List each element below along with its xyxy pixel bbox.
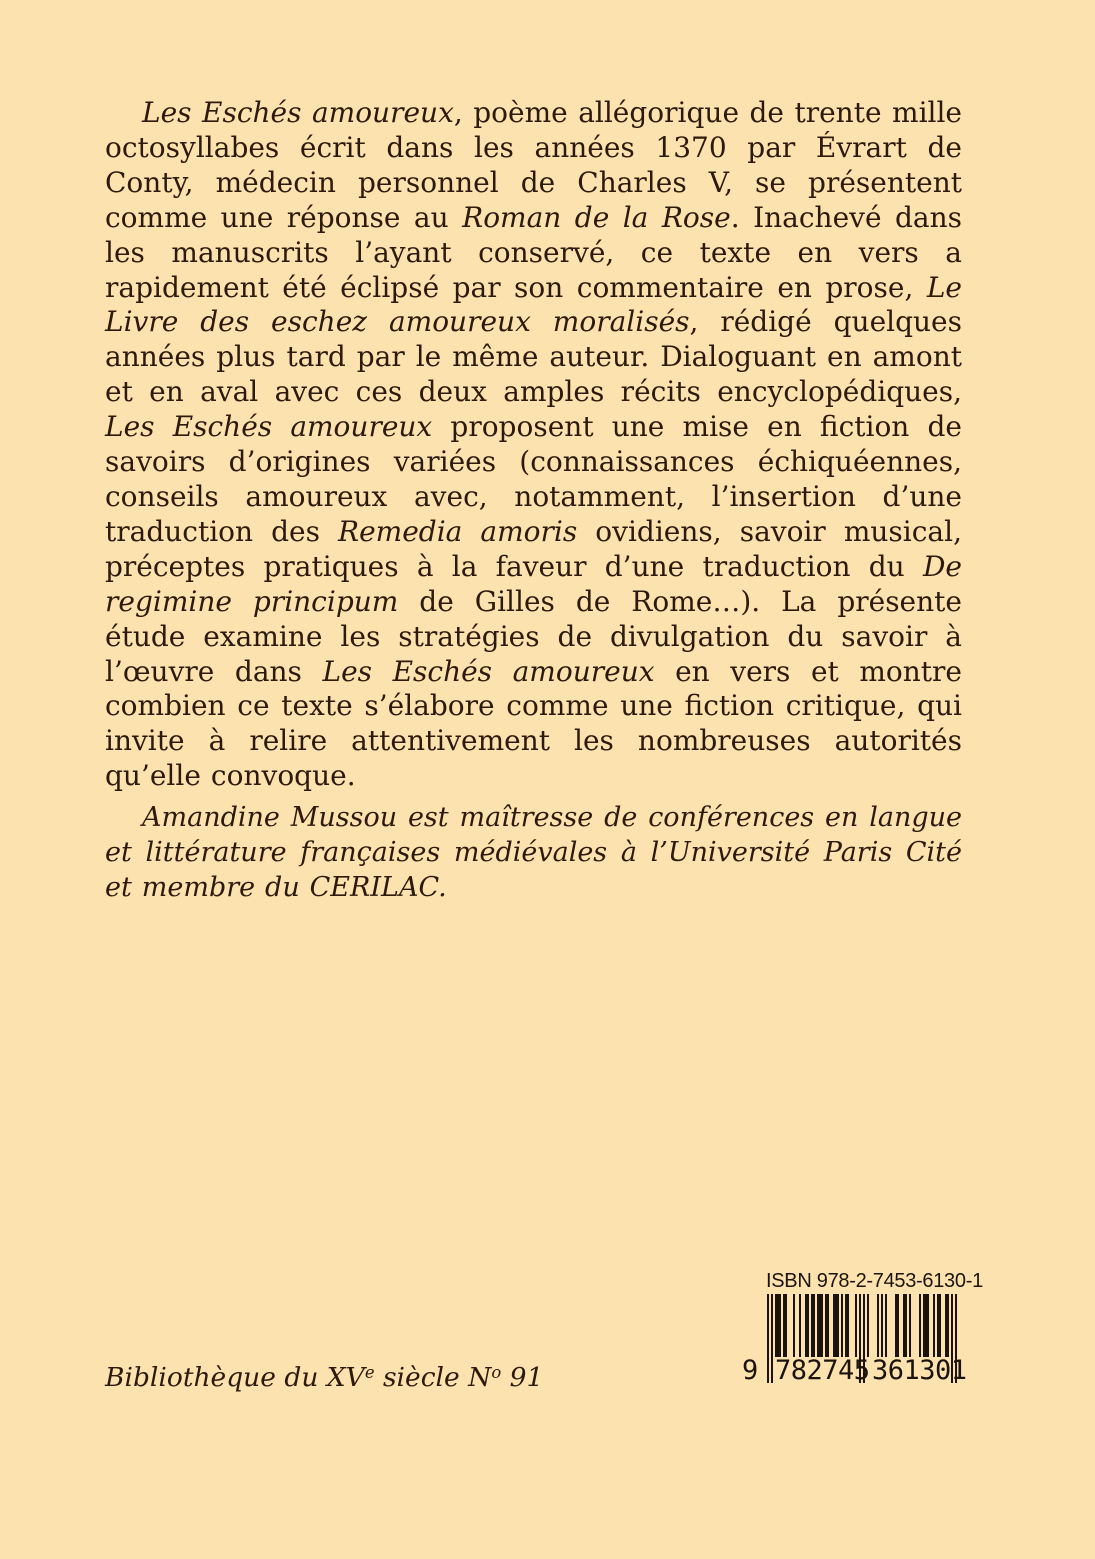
work-title-italic: De regimine principum xyxy=(105,549,962,618)
collection-text: Bibliothèque du XV xyxy=(105,1362,365,1393)
body-text: en vers et montre combien ce texte s’élabore comme une fiction critique, qui invite à relire attentivement les nombreuses autorités qu’elle convoque. xyxy=(105,654,962,793)
barcode-digit-leading: 9 xyxy=(742,1355,758,1386)
isbn-label: ISBN xyxy=(766,1270,812,1292)
work-title-italic: Les Eschés amoureux xyxy=(142,96,454,129)
work-title-italic: Les Eschés amoureux xyxy=(322,654,655,688)
collection-series-label xyxy=(105,1362,543,1393)
author-bio: Amandine Mussou est maîtresse de conférences en langue et littérature françaises médiévales à l’Université Paris Cité et membre du CERILAC. xyxy=(105,802,962,903)
body-text: . Inachevé dans les manuscrits l’ayant conservé, ce texte en vers a rapidement été éclipsé par son commentaire en prose, xyxy=(105,200,963,304)
back-cover-description xyxy=(105,96,962,794)
isbn-barcode xyxy=(740,1270,983,1398)
collection-superscript-e: e xyxy=(364,1362,375,1382)
body-text: , rédigé quelques années plus tard par le même auteur. Dialoguant en amont et en aval avec ces deux amples récits encyclopédiques, xyxy=(105,305,962,409)
work-title-italic: Remedia amoris xyxy=(338,514,578,548)
collection-text: siècle N xyxy=(374,1362,492,1393)
collection-number: 91 xyxy=(501,1362,544,1393)
body-text: ovidiens, savoir musical, préceptes pratiques à la faveur d’une traduction du xyxy=(105,514,962,583)
work-title-italic: Le Livre des eschez amoureux moralisés xyxy=(105,270,962,339)
body-text: , poème allégorique de trente mille octosyllabes écrit dans les années 1370 par Évrart de Conty, médecin personnel de Charles V, se présentent comme une réponse au xyxy=(105,96,963,234)
work-title-italic: Les Eschés amoureux xyxy=(105,410,433,444)
isbn-number: 978-2-7453-6130-1 xyxy=(816,1270,983,1292)
barcode-digits-group2: 361301 xyxy=(872,1355,967,1386)
isbn-text xyxy=(766,1270,983,1293)
barcode-digits-group1: 782745 xyxy=(775,1355,870,1386)
work-title-italic: Roman de la Rose xyxy=(462,200,731,234)
body-text: proposent une mise en fiction de savoirs d’origines variées (connaissances échiquéennes, conseils amoureux avec, notamment, l’insertion d’une traduction des xyxy=(105,410,962,548)
body-text: de Gilles de Rome…). La présente étude examine les stratégies de divulgation du savoir à l’œuvre dans xyxy=(105,584,962,688)
collection-superscript-o: o xyxy=(491,1362,502,1382)
